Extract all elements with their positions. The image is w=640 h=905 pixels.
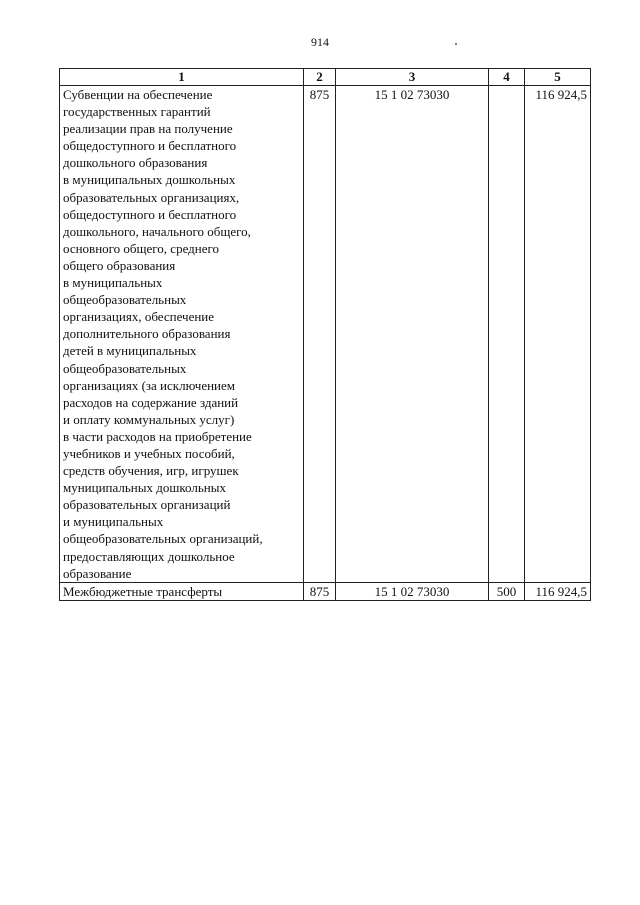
column-header-1: 1 [60,69,304,86]
page-number: 914 [311,35,329,49]
row-amount-cell: 116 924,5 [525,86,591,583]
row-type-cell [489,86,525,583]
row-code-cell: 875 [304,86,336,583]
row-code-cell: 875 [304,582,336,600]
row-name-cell: Субвенции на обеспечение государственных гарантий реализации прав на получение общедоступного и бесплатного дошкольного образования в муниципальных дошкольных образовательных организациях, общедоступного и бесплатного дошкольного, начального общего, основного общего, среднего общего образования в муниципальных общеобразовательных организациях, обеспечение дополнительного образования детей в муниципальных общеобразовательных организациях (за исключением расходов на содержание зданий и оплату коммунальных услуг) в части расходов на приобретение учебников и учебных пособий, средств обучения, игр, игрушек муниципальных дошкольных образовательных организаций и муниципальных общеобразовательных организаций, предоставляющих дошкольное образование [60,86,304,583]
row-amount-cell: 116 924,5 [525,582,591,600]
table-header-row [60,69,591,86]
table-row [60,86,591,583]
row-target-cell: 15 1 02 73030 [336,582,489,600]
column-header-2: 2 [304,69,336,86]
table-row [60,582,591,600]
budget-table [59,68,591,601]
column-header-3: 3 [336,69,489,86]
column-header-5: 5 [525,69,591,86]
row-name-cell: Межбюджетные трансферты [60,582,304,600]
row-target-cell: 15 1 02 73030 [336,86,489,583]
scan-speck [455,43,457,45]
column-header-4: 4 [489,69,525,86]
row-type-cell: 500 [489,582,525,600]
